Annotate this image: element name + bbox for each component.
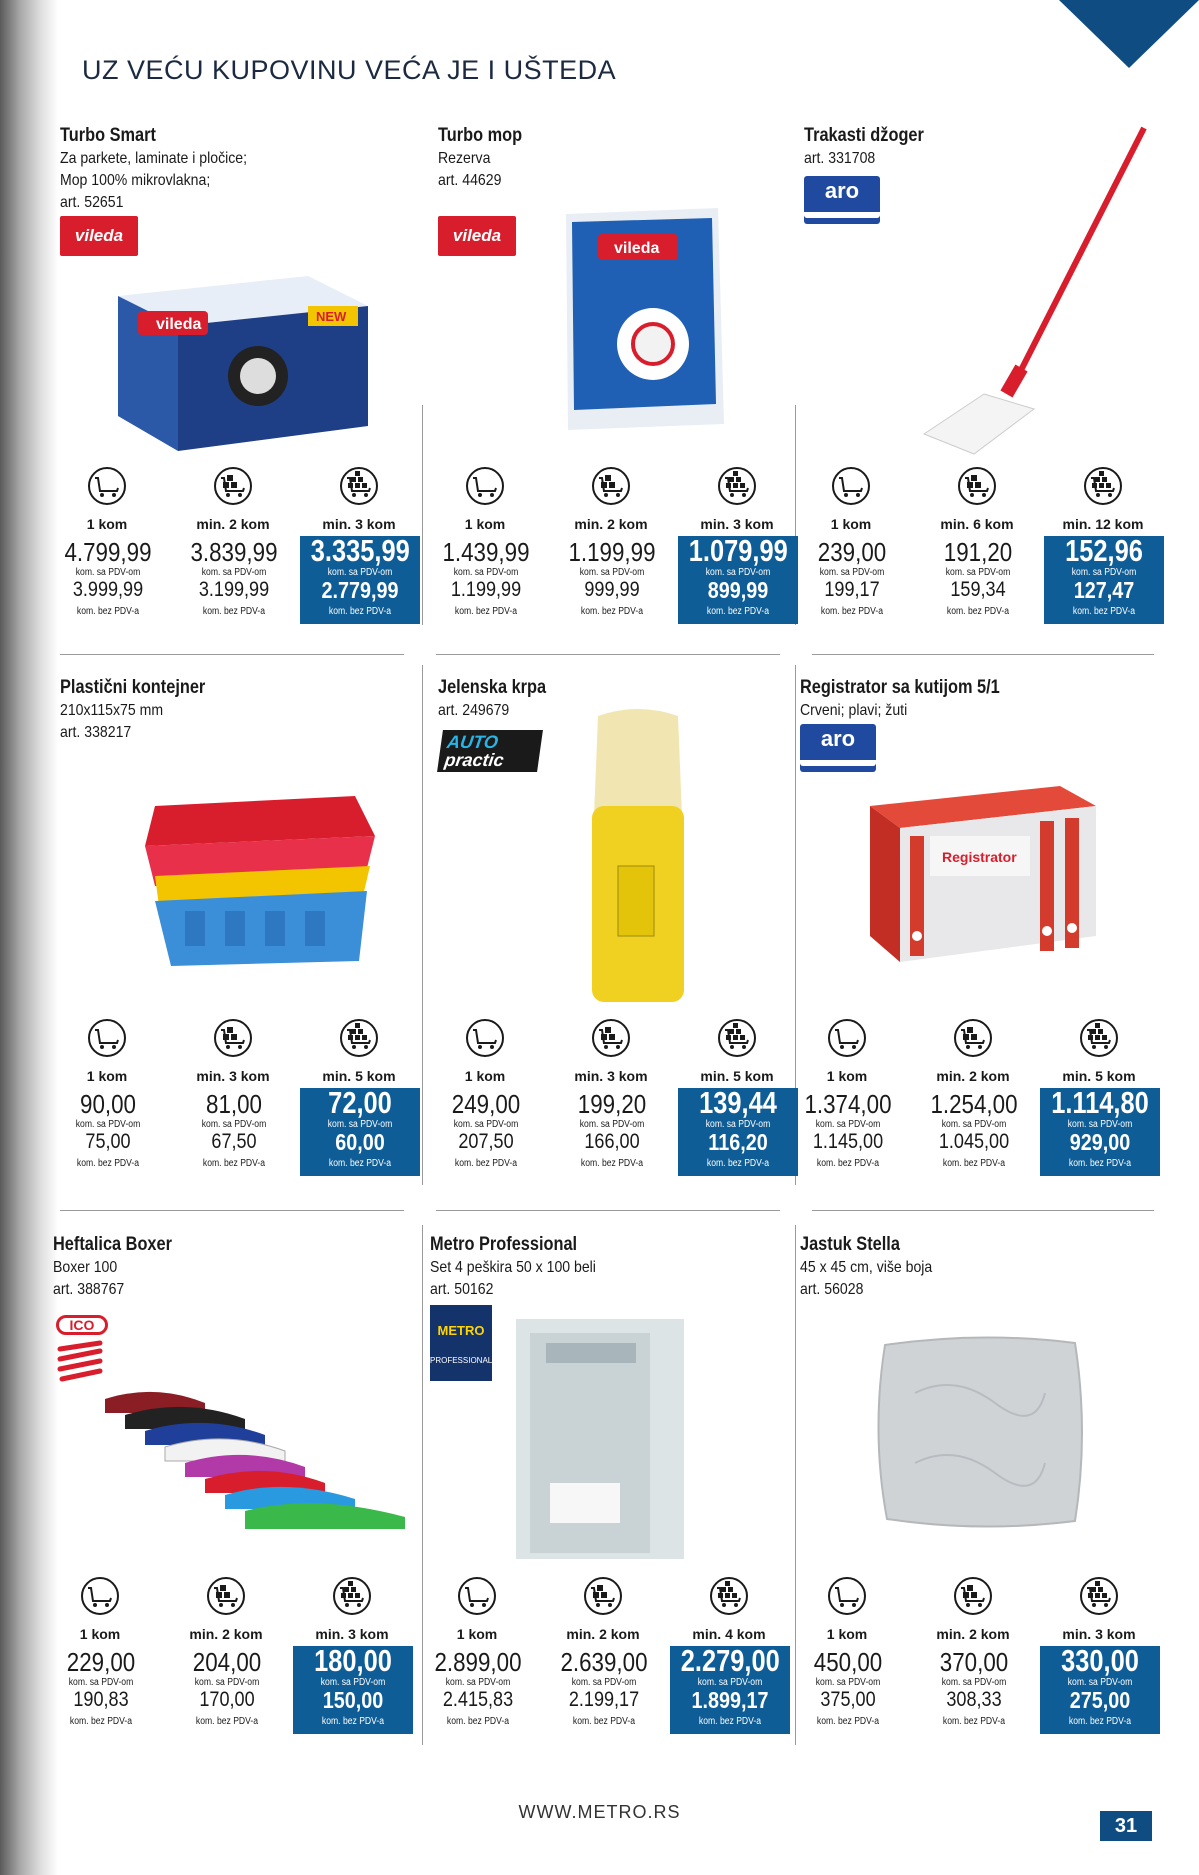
without-vat-label: kom. bez PDV-a bbox=[202, 1158, 266, 1169]
price-without-vat: 207,50 bbox=[458, 1130, 514, 1153]
row-divider bbox=[60, 1210, 404, 1211]
bulk-cart-icon bbox=[332, 1576, 372, 1616]
tier-quantity: 1 kom bbox=[826, 1068, 868, 1084]
with-vat-label: kom. sa PDV-om bbox=[194, 1677, 260, 1688]
price-without-vat: 170,00 bbox=[199, 1688, 255, 1711]
product-name: Jelenska krpa bbox=[438, 677, 547, 698]
price-without-vat: 127,47 bbox=[1073, 577, 1135, 603]
price-without-vat: 166,00 bbox=[584, 1130, 640, 1153]
with-vat-label: kom. sa PDV-om bbox=[68, 1677, 134, 1688]
tier-quantity: min. 2 kom bbox=[189, 1626, 263, 1642]
price-with-vat: 204,00 bbox=[192, 1647, 262, 1677]
price-tier bbox=[916, 466, 1038, 626]
price-box bbox=[174, 536, 294, 624]
product-name: Registrator sa kutijom 5/1 bbox=[800, 677, 1000, 698]
bulk-cart-icon bbox=[583, 1576, 623, 1616]
price-with-vat: 1.254,00 bbox=[930, 1089, 1018, 1119]
price-with-vat: 1.439,99 bbox=[442, 537, 530, 567]
without-vat-label: kom. bez PDV-a bbox=[321, 1716, 385, 1727]
price-without-vat: 999,99 bbox=[584, 578, 640, 601]
bulk-cart-icon bbox=[717, 1018, 757, 1058]
product-info bbox=[430, 1233, 770, 1301]
price-tier bbox=[298, 466, 420, 626]
tier-quantity: min. 3 kom bbox=[315, 1626, 389, 1642]
cart-icon bbox=[827, 1018, 867, 1058]
price-box bbox=[426, 1088, 546, 1176]
price-tiers bbox=[46, 1018, 422, 1178]
price-box bbox=[426, 536, 546, 624]
bulk-cart-icon bbox=[953, 1576, 993, 1616]
price-without-vat: 67,50 bbox=[211, 1130, 257, 1153]
price-tiers bbox=[424, 466, 800, 626]
without-vat-label: kom. bez PDV-a bbox=[698, 1716, 762, 1727]
product-detail: art. 249679 bbox=[438, 702, 510, 719]
product-name: Jastuk Stella bbox=[800, 1234, 900, 1255]
price-without-vat: 1.045,00 bbox=[938, 1130, 1010, 1153]
best-price-box bbox=[300, 1085, 420, 1176]
tier-quantity: min. 2 kom bbox=[574, 516, 648, 532]
without-vat-label: kom. bez PDV-a bbox=[580, 606, 644, 617]
price-with-vat: 1.374,00 bbox=[804, 1089, 892, 1119]
with-vat-label: kom. sa PDV-om bbox=[453, 567, 519, 578]
with-vat-label: kom. sa PDV-om bbox=[945, 567, 1011, 578]
price-with-vat: 3.335,99 bbox=[310, 533, 410, 568]
tier-quantity: min. 5 kom bbox=[322, 1068, 396, 1084]
product-info bbox=[60, 676, 400, 744]
without-vat-label: kom. bez PDV-a bbox=[446, 1716, 510, 1727]
row-divider bbox=[812, 654, 1154, 655]
with-vat-label: kom. sa PDV-om bbox=[75, 1119, 141, 1130]
product-image bbox=[108, 266, 398, 461]
price-with-vat: 81,00 bbox=[206, 1089, 262, 1119]
price-box bbox=[544, 1646, 664, 1734]
product-image bbox=[875, 1333, 1085, 1538]
without-vat-label: kom. bez PDV-a bbox=[820, 606, 884, 617]
price-without-vat: 199,17 bbox=[824, 578, 880, 601]
bulk-cart-icon bbox=[1079, 1576, 1119, 1616]
price-without-vat: 899,99 bbox=[707, 577, 769, 603]
price-without-vat: 3.999,99 bbox=[72, 578, 144, 601]
tier-quantity: min. 2 kom bbox=[196, 516, 270, 532]
cart-icon bbox=[87, 466, 127, 506]
bulk-cart-icon bbox=[213, 466, 253, 506]
price-tier bbox=[1038, 1576, 1160, 1736]
with-vat-label: kom. sa PDV-om bbox=[1067, 1119, 1133, 1130]
price-with-vat: 199,20 bbox=[577, 1089, 647, 1119]
tier-quantity: min. 5 kom bbox=[700, 1068, 774, 1084]
product-info bbox=[438, 124, 778, 192]
with-vat-label: kom. sa PDV-om bbox=[571, 1677, 637, 1688]
tier-quantity: min. 3 kom bbox=[574, 1068, 648, 1084]
price-with-vat: 2.639,00 bbox=[560, 1647, 648, 1677]
cart-icon bbox=[465, 466, 505, 506]
tier-quantity: min. 3 kom bbox=[322, 516, 396, 532]
product-image bbox=[510, 1313, 690, 1568]
product-detail: art. 331708 bbox=[804, 150, 876, 167]
with-vat-label: kom. sa PDV-om bbox=[75, 567, 141, 578]
price-with-vat: 239,00 bbox=[817, 537, 887, 567]
price-tiers bbox=[39, 1576, 415, 1736]
with-vat-label: kom. sa PDV-om bbox=[327, 1119, 393, 1130]
bulk-cart-icon bbox=[339, 1018, 379, 1058]
bulk-cart-icon bbox=[717, 466, 757, 506]
with-vat-label: kom. sa PDV-om bbox=[201, 1119, 267, 1130]
price-tier bbox=[676, 1018, 798, 1178]
price-box bbox=[167, 1646, 287, 1734]
best-price-box bbox=[293, 1643, 413, 1734]
best-price-box bbox=[670, 1643, 790, 1734]
price-tiers bbox=[46, 466, 422, 626]
bulk-cart-icon bbox=[957, 466, 997, 506]
price-without-vat: 75,00 bbox=[85, 1130, 131, 1153]
price-tier bbox=[1038, 1018, 1160, 1178]
tier-quantity: 1 kom bbox=[86, 516, 128, 532]
price-tier bbox=[424, 466, 546, 626]
price-tier bbox=[550, 466, 672, 626]
price-with-vat: 180,00 bbox=[314, 1643, 392, 1678]
best-price-box bbox=[678, 1085, 798, 1176]
price-tier bbox=[912, 1018, 1034, 1178]
tier-quantity: 1 kom bbox=[79, 1626, 121, 1642]
tier-quantity: min. 12 kom bbox=[1062, 516, 1144, 532]
product-image bbox=[75, 1383, 415, 1568]
product-detail: Boxer 100 bbox=[53, 1259, 118, 1276]
with-vat-label: kom. sa PDV-om bbox=[320, 1677, 386, 1688]
vileda-logo: vileda bbox=[438, 216, 516, 256]
price-without-vat: 1.145,00 bbox=[812, 1130, 884, 1153]
metro-professional-logo: METRO PROFESSIONAL bbox=[430, 1305, 492, 1381]
product-detail: Za parkete, laminate i pločice; bbox=[60, 150, 248, 167]
price-with-vat: 139,44 bbox=[699, 1085, 777, 1120]
price-without-vat: 375,00 bbox=[820, 1688, 876, 1711]
without-vat-label: kom. bez PDV-a bbox=[76, 606, 140, 617]
tier-quantity: min. 3 kom bbox=[700, 516, 774, 532]
tier-quantity: 1 kom bbox=[464, 1068, 506, 1084]
cart-icon bbox=[465, 1018, 505, 1058]
price-with-vat: 249,00 bbox=[451, 1089, 521, 1119]
aro-logo: aro bbox=[800, 724, 876, 766]
price-with-vat: 1.079,99 bbox=[688, 533, 788, 568]
best-price-box bbox=[1044, 533, 1164, 624]
price-tier bbox=[786, 1018, 908, 1178]
tier-quantity: 1 kom bbox=[86, 1068, 128, 1084]
product-detail: 210x115x75 mm bbox=[60, 702, 164, 719]
product-detail: Rezerva bbox=[438, 150, 491, 167]
price-tier bbox=[550, 1018, 672, 1178]
price-box bbox=[552, 1088, 672, 1176]
price-with-vat: 2.279,00 bbox=[680, 1643, 780, 1678]
price-without-vat: 3.199,99 bbox=[198, 578, 270, 601]
with-vat-label: kom. sa PDV-om bbox=[445, 1677, 511, 1688]
svg-text:NEW: NEW bbox=[316, 309, 347, 324]
product-image bbox=[860, 776, 1100, 971]
row-divider bbox=[812, 1210, 1154, 1211]
tier-quantity: min. 3 kom bbox=[1062, 1626, 1136, 1642]
cart-icon bbox=[87, 1018, 127, 1058]
best-price-box bbox=[678, 533, 798, 624]
price-box bbox=[918, 536, 1038, 624]
ico-logo: ICO bbox=[56, 1315, 108, 1385]
best-price-box bbox=[1040, 1643, 1160, 1734]
price-without-vat: 929,00 bbox=[1069, 1129, 1131, 1155]
with-vat-label: kom. sa PDV-om bbox=[705, 1119, 771, 1130]
price-tier bbox=[424, 1018, 546, 1178]
price-tier bbox=[668, 1576, 790, 1736]
price-without-vat: 159,34 bbox=[950, 578, 1006, 601]
without-vat-label: kom. bez PDV-a bbox=[706, 1158, 770, 1169]
without-vat-label: kom. bez PDV-a bbox=[706, 606, 770, 617]
product-info bbox=[800, 1233, 1140, 1301]
price-without-vat: 308,33 bbox=[946, 1688, 1002, 1711]
price-with-vat: 229,00 bbox=[66, 1647, 136, 1677]
row-divider bbox=[436, 654, 780, 655]
price-tier bbox=[291, 1576, 413, 1736]
product-name: Trakasti džoger bbox=[804, 125, 924, 146]
price-tier bbox=[542, 1576, 664, 1736]
price-tier bbox=[46, 1018, 168, 1178]
price-box bbox=[788, 1646, 908, 1734]
bulk-cart-icon bbox=[1079, 1018, 1119, 1058]
without-vat-label: kom. bez PDV-a bbox=[195, 1716, 259, 1727]
bulk-cart-icon bbox=[953, 1018, 993, 1058]
without-vat-label: kom. bez PDV-a bbox=[328, 1158, 392, 1169]
tier-quantity: min. 6 kom bbox=[940, 516, 1014, 532]
with-vat-label: kom. sa PDV-om bbox=[453, 1119, 519, 1130]
product-name: Turbo mop bbox=[438, 125, 523, 146]
without-vat-label: kom. bez PDV-a bbox=[942, 1716, 1006, 1727]
price-tier bbox=[1042, 466, 1164, 626]
product-image bbox=[578, 706, 698, 1011]
with-vat-label: kom. sa PDV-om bbox=[815, 1119, 881, 1130]
best-price-box bbox=[1040, 1085, 1160, 1176]
page-number: 31 bbox=[1100, 1811, 1152, 1841]
price-with-vat: 152,96 bbox=[1065, 533, 1143, 568]
product-detail: art. 338217 bbox=[60, 724, 132, 741]
cart-icon bbox=[827, 1576, 867, 1616]
price-with-vat: 1.114,80 bbox=[1051, 1085, 1149, 1120]
price-box bbox=[914, 1088, 1034, 1176]
autopractic-logo: AUTO practic bbox=[437, 730, 543, 772]
without-vat-label: kom. bez PDV-a bbox=[454, 1158, 518, 1169]
product-detail: Set 4 peškira 50 x 100 beli bbox=[430, 1259, 596, 1276]
cart-icon bbox=[831, 466, 871, 506]
without-vat-label: kom. bez PDV-a bbox=[580, 1158, 644, 1169]
price-tier bbox=[165, 1576, 287, 1736]
cart-icon bbox=[80, 1576, 120, 1616]
svg-text:vileda: vileda bbox=[614, 240, 660, 257]
product-detail: art. 50162 bbox=[430, 1281, 494, 1298]
price-tier bbox=[39, 1576, 161, 1736]
product-detail: Crveni; plavi; žuti bbox=[800, 702, 908, 719]
price-with-vat: 450,00 bbox=[813, 1647, 883, 1677]
price-without-vat: 1.899,17 bbox=[691, 1687, 769, 1713]
with-vat-label: kom. sa PDV-om bbox=[819, 567, 885, 578]
price-tier bbox=[416, 1576, 538, 1736]
product-detail: art. 388767 bbox=[53, 1281, 125, 1298]
price-tier bbox=[172, 466, 294, 626]
without-vat-label: kom. bez PDV-a bbox=[202, 606, 266, 617]
product-name: Metro Professional bbox=[430, 1234, 578, 1255]
product-name: Turbo Smart bbox=[60, 125, 156, 146]
tier-quantity: min. 2 kom bbox=[936, 1626, 1010, 1642]
with-vat-label: kom. sa PDV-om bbox=[201, 567, 267, 578]
price-box bbox=[418, 1646, 538, 1734]
cart-icon bbox=[457, 1576, 497, 1616]
best-price-box bbox=[300, 533, 420, 624]
price-without-vat: 116,20 bbox=[708, 1129, 768, 1155]
price-box bbox=[48, 1088, 168, 1176]
with-vat-label: kom. sa PDV-om bbox=[941, 1119, 1007, 1130]
price-tier bbox=[676, 466, 798, 626]
price-with-vat: 72,00 bbox=[328, 1085, 392, 1120]
without-vat-label: kom. bez PDV-a bbox=[816, 1716, 880, 1727]
without-vat-label: kom. bez PDV-a bbox=[1072, 606, 1136, 617]
price-with-vat: 3.839,99 bbox=[190, 537, 278, 567]
with-vat-label: kom. sa PDV-om bbox=[579, 567, 645, 578]
tier-quantity: min. 5 kom bbox=[1062, 1068, 1136, 1084]
bulk-cart-icon bbox=[213, 1018, 253, 1058]
product-detail: art. 44629 bbox=[438, 172, 502, 189]
price-box bbox=[792, 536, 912, 624]
aro-logo: aro bbox=[804, 176, 880, 218]
with-vat-label: kom. sa PDV-om bbox=[579, 1119, 645, 1130]
price-box bbox=[914, 1646, 1034, 1734]
tier-quantity: min. 2 kom bbox=[566, 1626, 640, 1642]
price-tiers bbox=[416, 1576, 792, 1736]
with-vat-label: kom. sa PDV-om bbox=[941, 1677, 1007, 1688]
svg-text:Registrator: Registrator bbox=[942, 849, 1017, 865]
price-with-vat: 2.899,00 bbox=[434, 1647, 522, 1677]
price-without-vat: 60,00 bbox=[335, 1129, 385, 1155]
bulk-cart-icon bbox=[591, 466, 631, 506]
price-without-vat: 275,00 bbox=[1069, 1687, 1131, 1713]
product-detail: 45 x 45 cm, više boja bbox=[800, 1259, 933, 1276]
without-vat-label: kom. bez PDV-a bbox=[76, 1158, 140, 1169]
price-with-vat: 330,00 bbox=[1061, 1643, 1139, 1678]
price-tiers bbox=[424, 1018, 800, 1178]
row-divider bbox=[60, 654, 404, 655]
product-name: Heftalica Boxer bbox=[53, 1234, 172, 1255]
price-tier bbox=[298, 1018, 420, 1178]
price-without-vat: 2.199,17 bbox=[568, 1688, 640, 1711]
price-tier bbox=[912, 1576, 1034, 1736]
bulk-cart-icon bbox=[709, 1576, 749, 1616]
product-info bbox=[800, 676, 1140, 722]
without-vat-label: kom. bez PDV-a bbox=[454, 606, 518, 617]
price-tier bbox=[786, 1576, 908, 1736]
product-image bbox=[864, 124, 1164, 469]
price-without-vat: 190,83 bbox=[73, 1688, 129, 1711]
price-tier bbox=[790, 466, 912, 626]
without-vat-label: kom. bez PDV-a bbox=[69, 1716, 133, 1727]
price-tiers bbox=[786, 1576, 1162, 1736]
bulk-cart-icon bbox=[1083, 466, 1123, 506]
price-with-vat: 1.199,99 bbox=[568, 537, 656, 567]
price-tier bbox=[172, 1018, 294, 1178]
price-without-vat: 150,00 bbox=[322, 1687, 384, 1713]
without-vat-label: kom. bez PDV-a bbox=[1068, 1158, 1132, 1169]
tier-quantity: min. 4 kom bbox=[692, 1626, 766, 1642]
footer-url[interactable]: WWW.METRO.RS bbox=[518, 1802, 681, 1822]
price-box bbox=[48, 536, 168, 624]
tier-quantity: 1 kom bbox=[826, 1626, 868, 1642]
product-image bbox=[135, 776, 395, 971]
bulk-cart-icon bbox=[206, 1576, 246, 1616]
product-image bbox=[558, 204, 728, 439]
price-tiers bbox=[790, 466, 1166, 626]
tier-quantity: 1 kom bbox=[830, 516, 872, 532]
with-vat-label: kom. sa PDV-om bbox=[1067, 1677, 1133, 1688]
with-vat-label: kom. sa PDV-om bbox=[1071, 567, 1137, 578]
with-vat-label: kom. sa PDV-om bbox=[697, 1677, 763, 1688]
tier-quantity: min. 2 kom bbox=[936, 1068, 1010, 1084]
price-box bbox=[788, 1088, 908, 1176]
price-with-vat: 4.799,99 bbox=[64, 537, 152, 567]
price-box bbox=[552, 536, 672, 624]
price-without-vat: 2.415,83 bbox=[442, 1688, 514, 1711]
product-info bbox=[60, 124, 400, 214]
product-detail: Mop 100% mikrovlakna; bbox=[60, 172, 211, 189]
price-tier bbox=[46, 466, 168, 626]
product-name: Plastični kontejner bbox=[60, 677, 206, 698]
with-vat-label: kom. sa PDV-om bbox=[327, 567, 393, 578]
price-box bbox=[41, 1646, 161, 1734]
product-detail: art. 52651 bbox=[60, 194, 124, 211]
with-vat-label: kom. sa PDV-om bbox=[815, 1677, 881, 1688]
bulk-cart-icon bbox=[339, 466, 379, 506]
row-divider bbox=[436, 1210, 780, 1211]
tier-quantity: min. 3 kom bbox=[196, 1068, 270, 1084]
without-vat-label: kom. bez PDV-a bbox=[946, 606, 1010, 617]
without-vat-label: kom. bez PDV-a bbox=[328, 606, 392, 617]
price-tiers bbox=[786, 1018, 1162, 1178]
price-with-vat: 191,20 bbox=[943, 537, 1013, 567]
product-detail: art. 56028 bbox=[800, 1281, 864, 1298]
without-vat-label: kom. bez PDV-a bbox=[572, 1716, 636, 1727]
tier-quantity: 1 kom bbox=[464, 516, 506, 532]
price-with-vat: 370,00 bbox=[939, 1647, 1009, 1677]
svg-text:vileda: vileda bbox=[156, 316, 202, 333]
price-without-vat: 2.779,99 bbox=[321, 577, 399, 603]
price-with-vat: 90,00 bbox=[80, 1089, 136, 1119]
page-title: UZ VEĆU KUPOVINU VEĆA JE I UŠTEDA bbox=[82, 55, 617, 85]
bulk-cart-icon bbox=[591, 1018, 631, 1058]
price-box bbox=[174, 1088, 294, 1176]
with-vat-label: kom. sa PDV-om bbox=[705, 567, 771, 578]
corner-triangle bbox=[1059, 0, 1199, 73]
vileda-logo: vileda bbox=[60, 216, 138, 256]
without-vat-label: kom. bez PDV-a bbox=[816, 1158, 880, 1169]
without-vat-label: kom. bez PDV-a bbox=[1068, 1716, 1132, 1727]
tier-quantity: 1 kom bbox=[456, 1626, 498, 1642]
product-info bbox=[53, 1233, 393, 1301]
price-without-vat: 1.199,99 bbox=[450, 578, 522, 601]
without-vat-label: kom. bez PDV-a bbox=[942, 1158, 1006, 1169]
